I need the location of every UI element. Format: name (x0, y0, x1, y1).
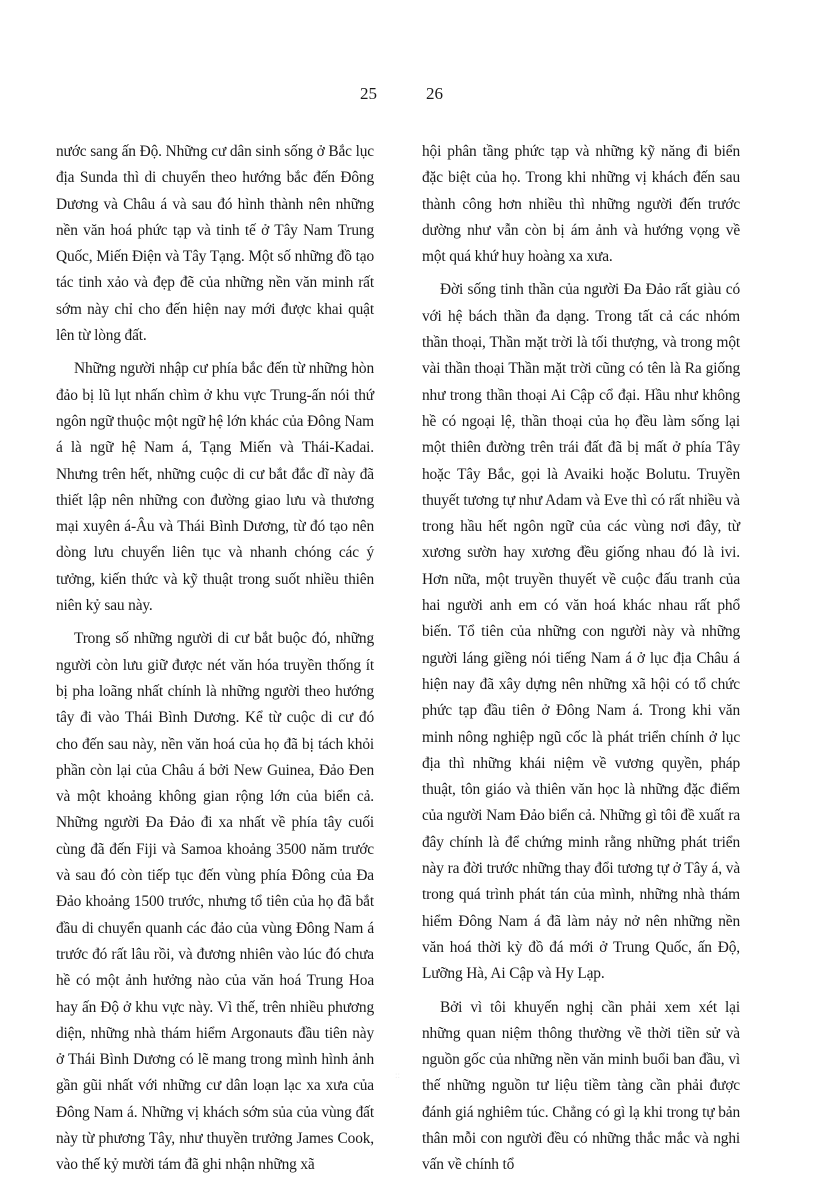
left-paragraph-2: Những người nhập cư phía bắc đến từ những hòn đảo bị lũ lụt nhấn chìm ở khu vực Trung-ấn nói thứ ngôn ngữ thuộc một ngữ hệ lớn khác của Đông Nam á là ngữ hệ Nam á, Tạng Miến và Thái-Kadai. Nhưng trên hết, những cuộc di cư bắt đắc dĩ này đã thiết lập nên những con đường giao lưu và thương mại xuyên á-Âu và Thái Bình Dương, từ đó tạo nên dòng lưu chuyển liên tục và nhanh chóng các ý tưởng, kiến thức và kỹ thuật trong suốt nhiều thiên niên kỷ sau này. (56, 360, 374, 615)
right-text-column (422, 139, 740, 1179)
left-paragraph-3: Trong số những người di cư bắt buộc đó, những người còn lưu giữ được nét văn hóa truyền thống ít bị pha loãng nhất chính là những người theo hướng tây đi vào Thái Bình Dương. Kể từ cuộc di cư đó cho đến sau này, nền văn hoá của họ đã bị tách khỏi phần còn lại của Châu á bởi New Guinea, Đảo Đen và một khoảng không gian rộng lớn của biển cả. Những người Đa Đảo đi xa nhất về phía tây cuối cùng đã đến Fiji và Samoa khoảng 3500 năm trước và sau đó còn tiếp tục đến vùng phía Đông của Đa Đảo khoảng 1500 trước, nhưng tổ tiên của họ đã bắt đầu di chuyển quanh các đảo của vùng Đông Nam á trước đó rất lâu rồi, và đương nhiên vào lúc đó chưa hề có một ảnh hưởng nào của văn hoá Trung Hoa hay ấn Độ ở khu vực này. Vì thế, trên nhiều phương diện, những nhà thám hiểm Argonauts đầu tiên này ở Thái Bình Dương có lẽ mang trong mình hình ảnh gần gũi nhất với những cư dân loạn lạc xa xưa của Đông Nam á. Những vị khách sớm sủa của vùng đất này từ phương Tây, như thuyền trưởng James Cook, vào thế kỷ mười tám đã ghi nhận những xã (56, 630, 374, 1174)
left-text-column (56, 139, 374, 1179)
right-paragraph-3: Bởi vì tôi khuyến nghị cần phải xem xét lại những quan niệm thông thường về thời tiền sử và nguồn gốc của những nền văn minh buổi ban đầu, vì thế những nguồn tư liệu tiềm tàng cần phải được đánh giá nghiêm túc. Chẳng có gì lạ khi trong tự bản thân mỗi con người đều có những thắc mắc và nghi vấn về chính tổ (422, 998, 740, 1174)
faint-watermark: :: (395, 1070, 401, 1080)
right-paragraph-2: Đời sống tinh thần của người Đa Đảo rất giàu có với hệ bách thần đa dạng. Trong tất cả các nhóm thần thoại, Thần mặt trời là tối thượng, và trong một vài thần thoại Thần mặt trời cũng có tên là Ra giống như trong thần thoại Ai Cập cổ đại. Hầu như không hề có ngoại lệ, thần thoại của họ đều làm sống lại một thiên đường trên trái đất đã bị mất ở phía Tây hoặc Tây Bắc, gọi là Avaiki hoặc Bolutu. Truyền thuyết tương tự như Adam và Eve thì có rất nhiều và trong hầu hết ngôn ngữ của các vùng nơi đây, từ xương sườn hay xương đều giống nhau đó là ivi. Hơn nữa, một truyền thuyết về cuộc đấu tranh của hai người anh em có văn hoá khác nhau rất phổ biến. Tổ tiên của những con người này và những người láng giềng nói tiếng Nam á ở lục địa Châu á hiện nay đã xây dựng nên những xã hội có tổ chức phức tạp đầu tiên ở Đông Nam á. Trong khi văn minh nông nghiệp ngũ cốc là phát triển chính ở lục địa thì những khái niệm về vương quyền, pháp thuật, tôn giáo và thiên văn học là những đặc điểm của người Nam Đảo biển cả. Những gì tôi đề xuất ra đây chính là để chứng minh rằng những phát triển này ra đời trước những thay đổi tương tự ở Tây á, và trong quá trình phát tán của mình, những nhà thám hiểm Đông Nam á đã làm nảy nở nên những nền văn hoá thời kỳ đồ đá mới ở Trung Quốc, ấn Độ, Lưỡng Hà, Ai Cập và Hy Lạp. (422, 281, 740, 983)
left-paragraph-1: nước sang ấn Độ. Những cư dân sinh sống ở Bắc lục địa Sunda thì di chuyển theo hướng bắc đến Đông Dương và Châu á và sau đó hình thành nên những nền văn hoá phức tạp và tinh tế ở Tây Nam Trung Quốc, Miến Điện và Tây Tạng. Một số những đồ tạo tác tinh xảo và đẹp đẽ của những nền văn minh rất sớm này chỉ cho đến hiện nay mới được khai quật lên từ lòng đất. (56, 143, 374, 345)
right-paragraph-1: hội phân tầng phức tạp và những kỹ năng đi biển đặc biệt của họ. Trong khi những vị khách đến sau thành công hơn nhiều thì những người đến trước dường như vẫn còn bị ám ảnh và hướng vọng về một quá khứ huy hoàng xa xưa. (422, 143, 740, 266)
page-number-left: 25 (360, 84, 377, 103)
page-number-right: 26 (426, 84, 443, 103)
